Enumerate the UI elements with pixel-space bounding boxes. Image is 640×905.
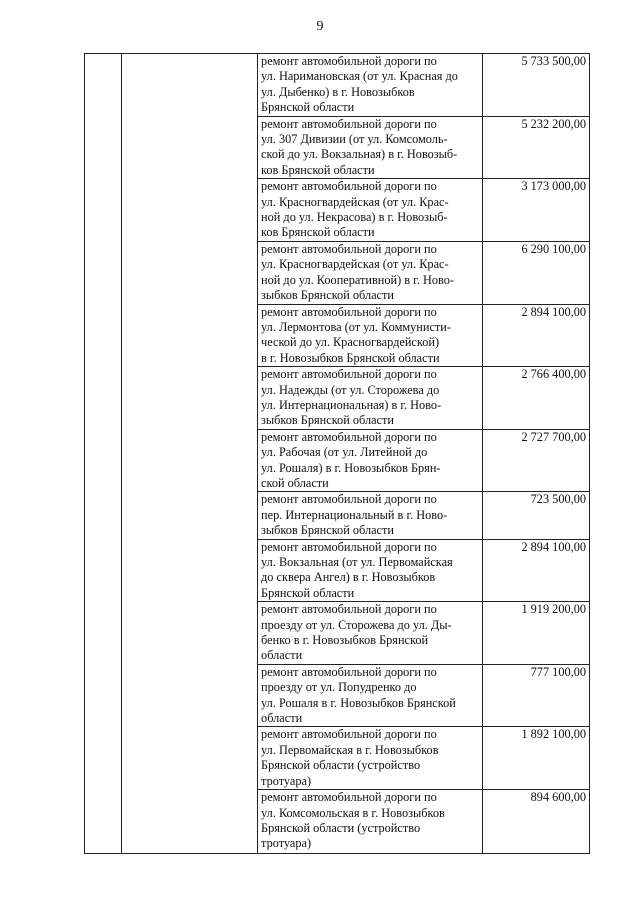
description-line: ул. 307 Дивизии (от ул. Комсомоль- [261,132,448,147]
description-line: проезду от ул. Сторожева до ул. Ды- [261,617,452,632]
description-cell [258,602,483,665]
amount-cell: 3 173 000,00 [482,179,589,242]
description-line: ремонт автомобильной дороги по [261,304,437,319]
table-body [85,54,590,854]
amount-cell: 723 500,00 [482,492,589,539]
description-line: Брянской области [261,100,355,115]
description-text [261,367,479,429]
amount-cell: 777 100,00 [482,664,589,727]
description-cell [258,492,483,539]
description-cell [258,429,483,492]
description-line: зыбков Брянской области [261,288,394,303]
table-row [85,54,590,117]
description-line: ремонт автомобильной дороги по [261,539,437,554]
description-cell [258,116,483,179]
description-line: ремонт автомобильной дороги по [261,602,437,617]
description-text [261,117,479,179]
description-text [261,430,479,492]
description-line: ской области [261,475,329,490]
description-line: Брянской области [261,585,355,600]
amount-cell: 5 733 500,00 [482,54,589,117]
description-line: ул. Первомайская в г. Новозыбков [261,742,439,757]
description-line: ул. Надежды (от ул. Сторожева до [261,382,440,397]
description-cell [258,727,483,790]
amount-cell: 6 290 100,00 [482,241,589,304]
description-line: ской до ул. Вокзальная) в г. Новозыб- [261,147,458,162]
description-line: ул. Интернациональная) в г. Ново- [261,397,442,412]
description-line: зыбков Брянской области [261,523,394,538]
description-text [261,305,479,367]
amount-cell: 1 892 100,00 [482,727,589,790]
description-line: до сквера Ангел) в г. Новозыбков [261,570,436,585]
description-line: ул. Рабочая (от ул. Литейной до [261,445,428,460]
description-line: ул. Наримановская (от ул. Красная до [261,69,458,84]
description-cell [258,367,483,430]
amount-cell: 1 919 200,00 [482,602,589,665]
description-line: зыбков Брянской области [261,413,394,428]
amount-cell: 894 600,00 [482,790,589,854]
description-text [261,54,479,116]
description-text [261,492,479,538]
amount-cell: 2 727 700,00 [482,429,589,492]
description-line: ул. Рошаля в г. Новозыбков Брянской [261,695,456,710]
description-text [261,727,479,789]
description-line: проезду от ул. Попудренко до [261,680,417,695]
expenditure-table [84,53,590,854]
description-line: ул. Комсомольская в г. Новозыбков [261,805,445,820]
amount-cell: 2 766 400,00 [482,367,589,430]
description-cell [258,304,483,367]
description-line: Брянской области (устройство [261,820,421,835]
description-line: Брянской области (устройство [261,758,421,773]
description-line: ул. Вокзальная (от ул. Первомайская [261,555,453,569]
description-line: тротуара) [261,773,312,788]
description-cell [258,664,483,727]
description-cell [258,539,483,602]
description-text [261,602,479,664]
empty-number-cell [85,54,122,854]
description-line: ул. Красногвардейская (от ул. Крас- [261,257,449,272]
description-line: ремонт автомобильной дороги по [261,727,437,742]
description-line: бенко в г. Новозыбков Брянской [261,633,429,648]
description-line: ной до ул. Кооперативной) в г. Ново- [261,272,454,287]
amount-cell: 2 894 100,00 [482,539,589,602]
description-text [261,179,479,241]
description-line: ул. Дыбенко) в г. Новозыбков [261,84,415,99]
description-line: ной до ул. Некрасова) в г. Новозыб- [261,210,448,225]
description-cell [258,241,483,304]
description-text [261,242,479,304]
description-line: области [261,711,303,726]
description-line: ков Брянской области [261,225,375,240]
description-line: ремонт автомобильной дороги по [261,241,437,256]
description-text [261,665,479,727]
description-cell [258,54,483,117]
description-line: ул. Красногвардейская (от ул. Крас- [261,194,449,209]
page-number: 9 [316,19,324,34]
amount-cell: 5 232 200,00 [482,116,589,179]
description-line: ремонт автомобильной дороги по [261,367,437,382]
description-line: ремонт автомобильной дороги по [261,116,437,131]
description-line: тротуара) [261,836,312,851]
description-text [261,540,479,602]
description-line: ул. Рошаля) в г. Новозыбков Брян- [261,460,441,475]
description-line: ческой до ул. Красногвардейской) [261,335,440,350]
description-line: ремонт автомобильной дороги по [261,790,437,805]
description-line: ремонт автомобильной дороги по [261,664,437,679]
description-line: ков Брянской области [261,162,375,177]
description-line: области [261,648,303,663]
description-line: в г. Новозыбков Брянской области [261,350,440,365]
description-cell [258,790,483,854]
empty-category-cell [122,54,258,854]
description-line: ремонт автомобильной дороги по [261,492,437,507]
amount-cell: 2 894 100,00 [482,304,589,367]
description-line: ремонт автомобильной дороги по [261,179,437,194]
description-line: ремонт автомобильной дороги по [261,54,437,68]
description-cell [258,179,483,242]
description-line: ул. Лермонтова (от ул. Коммунисти- [261,319,451,334]
description-line: пер. Интернациональный в г. Ново- [261,507,448,522]
description-line: ремонт автомобильной дороги по [261,429,437,444]
description-text [261,790,479,852]
